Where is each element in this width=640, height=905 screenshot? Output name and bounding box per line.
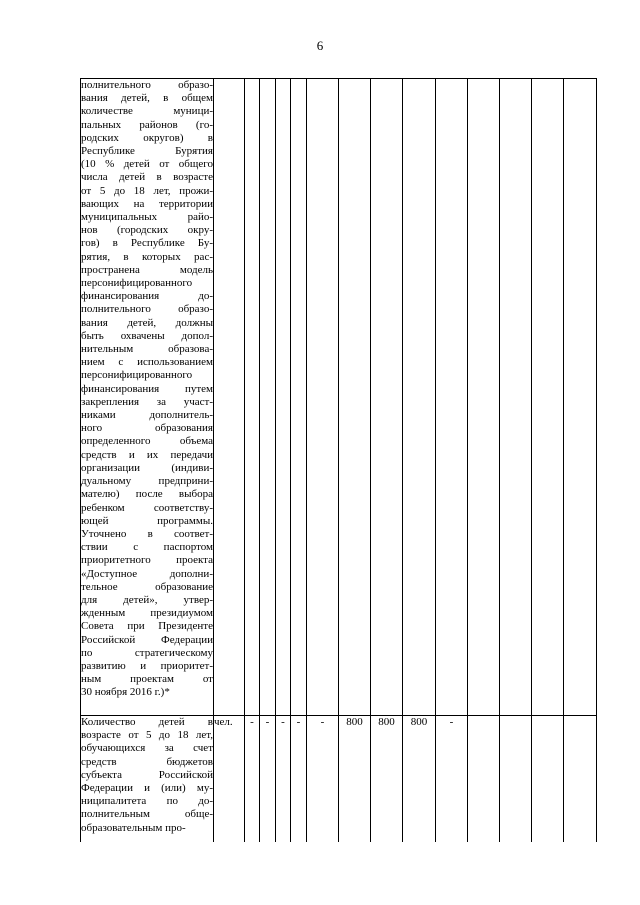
- description-line: жденным президиумом: [81, 607, 213, 620]
- table-cell: [532, 79, 564, 716]
- value-cell: -: [276, 716, 291, 843]
- table-cell: [339, 79, 371, 716]
- description-line: Федерации и (или) му-: [81, 782, 213, 795]
- description-line: персонифицированного: [81, 369, 193, 382]
- value-cell: -: [245, 716, 260, 843]
- description-line: ствии с паспортом: [81, 541, 213, 554]
- description-line: полнительного образо-: [81, 303, 213, 316]
- indicator-description: [81, 716, 214, 843]
- description-line: определенного объема: [81, 435, 213, 448]
- description-line: организации (индиви-: [81, 461, 213, 474]
- description-line: Республике Бурятия: [81, 145, 213, 158]
- description-line: для детей», утвер-: [81, 593, 213, 606]
- description-line: вания детей, должны: [81, 316, 213, 329]
- value-cell: -: [307, 716, 339, 843]
- value-cell: 800: [339, 716, 371, 843]
- indicator-description: [81, 79, 214, 716]
- description-line: Российской Федерации: [81, 633, 213, 646]
- table-cell: [532, 716, 564, 843]
- description-line: субъекта Российской: [81, 768, 213, 781]
- description-line: ного образования: [81, 422, 213, 435]
- description-line: «Доступное дополни-: [81, 567, 213, 580]
- description-line: нием с использованием: [81, 356, 213, 369]
- description-line: муниципальных райо-: [81, 211, 213, 224]
- description-line: нительным образова-: [81, 343, 213, 356]
- description-line: ным проектам от: [81, 673, 213, 686]
- description-line: тельное образование: [81, 580, 213, 593]
- description-line: развитию и приоритет-: [81, 659, 213, 672]
- table-row: [81, 79, 597, 716]
- table-cell: [468, 716, 500, 843]
- description-line: ющей программы.: [81, 514, 213, 527]
- table-cell: [291, 79, 307, 716]
- table-cell: [403, 79, 436, 716]
- description-line: гов) в Республике Бу-: [81, 237, 213, 250]
- description-line: числа детей в возрасте: [81, 171, 213, 184]
- description-line: (10 % детей от общего: [81, 158, 213, 171]
- description-line: дуальному предприни-: [81, 475, 213, 488]
- description-line: персонифицированного: [81, 277, 193, 290]
- description-line: пространена модель: [81, 263, 213, 276]
- description-line: нов (городских окру-: [81, 224, 213, 237]
- description-line: быть охвачены допол-: [81, 329, 213, 342]
- description-line: 30 ноября 2016 г.)*: [81, 686, 170, 699]
- table-cell: [260, 79, 276, 716]
- description-line: финансирования до-: [81, 290, 213, 303]
- table-cell: [245, 79, 260, 716]
- table-cell: [214, 79, 245, 716]
- description-line: родских округов) в: [81, 131, 213, 144]
- table-cell: [436, 79, 468, 716]
- description-line: закрепления за участ-: [81, 395, 213, 408]
- description-line: вающих на территории: [81, 197, 213, 210]
- table-cell: [564, 716, 597, 843]
- table-cell: [564, 79, 597, 716]
- description-line: средств и их передачи: [81, 448, 213, 461]
- indicators-table: [80, 78, 597, 842]
- table-cell: [276, 79, 291, 716]
- table-cell: [371, 79, 403, 716]
- description-line: вания детей, в общем: [81, 92, 213, 105]
- description-line: от 5 до 18 лет, прожи-: [81, 184, 213, 197]
- description-line: ниципалитета по до-: [81, 795, 213, 808]
- value-cell: -: [436, 716, 468, 843]
- value-cell: 800: [371, 716, 403, 843]
- description-line: финансирования путем: [81, 382, 213, 395]
- description-line: образовательным про-: [81, 821, 186, 834]
- description-line: Количество детей в: [81, 716, 213, 728]
- value-cell: -: [291, 716, 307, 843]
- description-line: средств бюджетов: [81, 755, 213, 768]
- description-line: полнительного образо-: [81, 79, 213, 91]
- description-line: рятия, в которых рас-: [81, 250, 213, 263]
- page-number: 6: [316, 38, 324, 53]
- description-line: пальных районов (го-: [81, 118, 213, 131]
- description-line: Совета при Президенте: [81, 620, 213, 633]
- table-cell: [307, 79, 339, 716]
- table-cell: [500, 79, 532, 716]
- table-cell: [468, 79, 500, 716]
- table-cell: [500, 716, 532, 843]
- description-line: никами дополнитель-: [81, 409, 213, 422]
- value-cell: -: [260, 716, 276, 843]
- description-line: полнительным обще-: [81, 808, 213, 821]
- description-line: возрасте от 5 до 18 лет,: [81, 729, 213, 742]
- description-line: количестве муници-: [81, 105, 213, 118]
- description-line: мателю) после выбора: [81, 488, 213, 501]
- table-row: [81, 716, 597, 843]
- description-line: обучающихся за счет: [81, 742, 213, 755]
- description-line: по стратегическому: [81, 646, 213, 659]
- description-line: ребенком соответству-: [81, 501, 213, 514]
- value-cell: 800: [403, 716, 436, 843]
- description-line: приоритетного проекта: [81, 554, 213, 567]
- unit-cell: чел.: [214, 716, 245, 843]
- description-line: Уточнено в соответ-: [81, 527, 213, 540]
